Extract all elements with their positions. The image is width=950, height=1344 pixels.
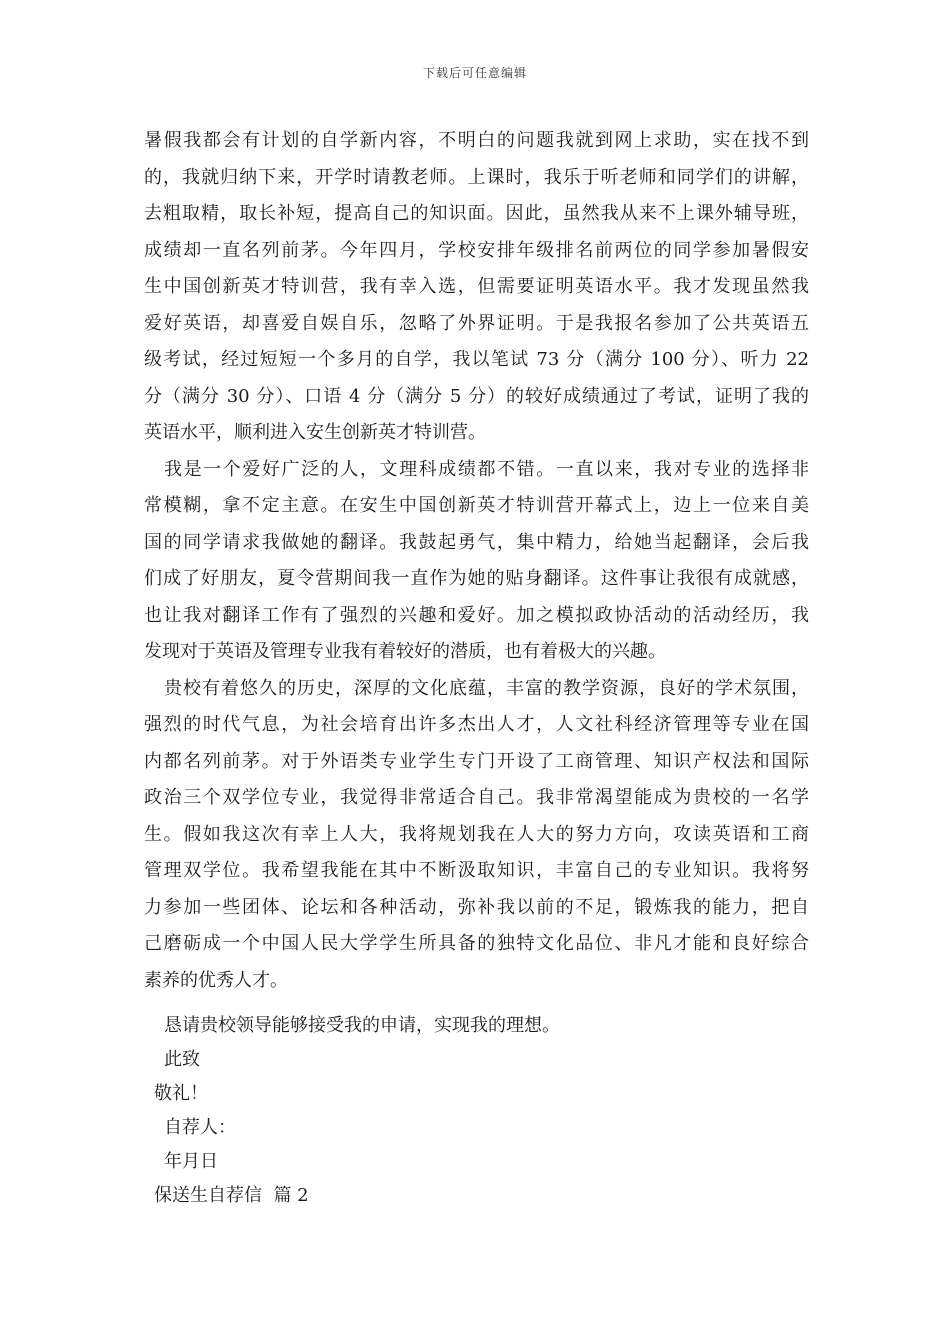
- text-line: 内都名列前茅。对于外语类专业学生专门开设了工商管理、知识产权法和国际: [144, 750, 809, 772]
- text-line: 生。假如我这次有幸上人大，我将规划我在人大的努力方向，攻读英语和工商: [144, 823, 809, 845]
- closing-request: 恳请贵校领导能够接受我的申请，实现我的理想。: [164, 1015, 560, 1036]
- letter-body: [144, 123, 809, 999]
- date-label: 年月日: [164, 1151, 218, 1172]
- text-line: 政治三个双学位专业，我觉得非常适合自己。我非常渴望能成为贵校的一名学: [144, 787, 809, 808]
- text-line: 英语水平，顺利进入安生创新英才特训营。: [144, 422, 486, 443]
- text-line: 成绩却一直名列前茅。今年四月，学校安排年级排名前两位的同学参加暑假安: [144, 239, 809, 261]
- paragraph-2: [144, 452, 809, 671]
- closing-regards: 敬礼！: [154, 1083, 208, 1104]
- text-line: 发现对于英语及管理专业我有着较好的潜质，也有着极大的兴趣。: [144, 641, 666, 662]
- text-line: 分（满分 30 分）、口语 4 分（满分 5 分）的较好成绩通过了考试，证明了我的: [144, 385, 809, 407]
- paragraph-1: [144, 123, 809, 452]
- text-line: 爱好英语，却喜爱自娱自乐，忽略了外界证明。于是我报名参加了公共英语五: [144, 312, 809, 334]
- text-line: 也让我对翻译工作有了强烈的兴趣和爱好。加之模拟政协活动的活动经历，我: [144, 604, 809, 626]
- header-note: 下载后可任意编辑: [422, 66, 527, 80]
- text-line: 的，我就归纳下来，开学时请教老师。上课时，我乐于听老师和同学们的讲解，: [144, 166, 809, 188]
- next-section-title: 保送生自荐信 篇 2: [154, 1185, 309, 1206]
- closing-salutation: 此致: [164, 1049, 200, 1070]
- text-line: 暑假我都会有计划的自学新内容，不明白的问题我就到网上求助，实在找不到: [144, 130, 809, 151]
- text-line: 去粗取精，取长补短，提高自己的知识面。因此，虽然我从来不上课外辅导班，: [144, 203, 809, 224]
- text-line: 贵校有着悠久的历史，深厚的文化底蕴，丰富的教学资源，良好的学术氛围，: [164, 677, 809, 699]
- text-line: 级考试，经过短短一个多月的自学，我以笔试 73 分（满分 100 分）、听力 22: [144, 349, 809, 370]
- text-line: 们成了好朋友，夏令营期间我一直作为她的贴身翻译。这件事让我很有成就感，: [144, 568, 809, 589]
- text-line: 强烈的时代气息，为社会培育出许多杰出人才，人文社科经济管理等专业在国: [144, 714, 809, 735]
- paragraph-3: [144, 671, 809, 1000]
- text-line: 力参加一些团体、论坛和各种活动，弥补我以前的不足，锻炼我的能力，把自: [144, 896, 809, 918]
- text-line: 常模糊，拿不定主意。在安生中国创新英才特训营开幕式上，边上一位来自美: [144, 495, 809, 516]
- text-line: 国的同学请求我做她的翻译。我鼓起勇气，集中精力，给她当起翻译，会后我: [144, 531, 809, 553]
- text-line: 管理双学位。我希望我能在其中不断汲取知识，丰富自己的专业知识。我将努: [144, 860, 809, 881]
- text-line: 素养的优秀人才。: [144, 969, 288, 991]
- signer-label: 自荐人：: [164, 1117, 236, 1138]
- text-line: 己磨砺成一个中国人民大学学生所具备的独特文化品位、非凡才能和良好综合: [144, 933, 809, 954]
- text-line: 我是一个爱好广泛的人，文理科成绩都不错。一直以来，我对专业的选择非: [164, 458, 809, 480]
- text-line: 生中国创新英才特训营，我有幸入选，但需要证明英语水平。我才发现虽然我: [144, 276, 809, 297]
